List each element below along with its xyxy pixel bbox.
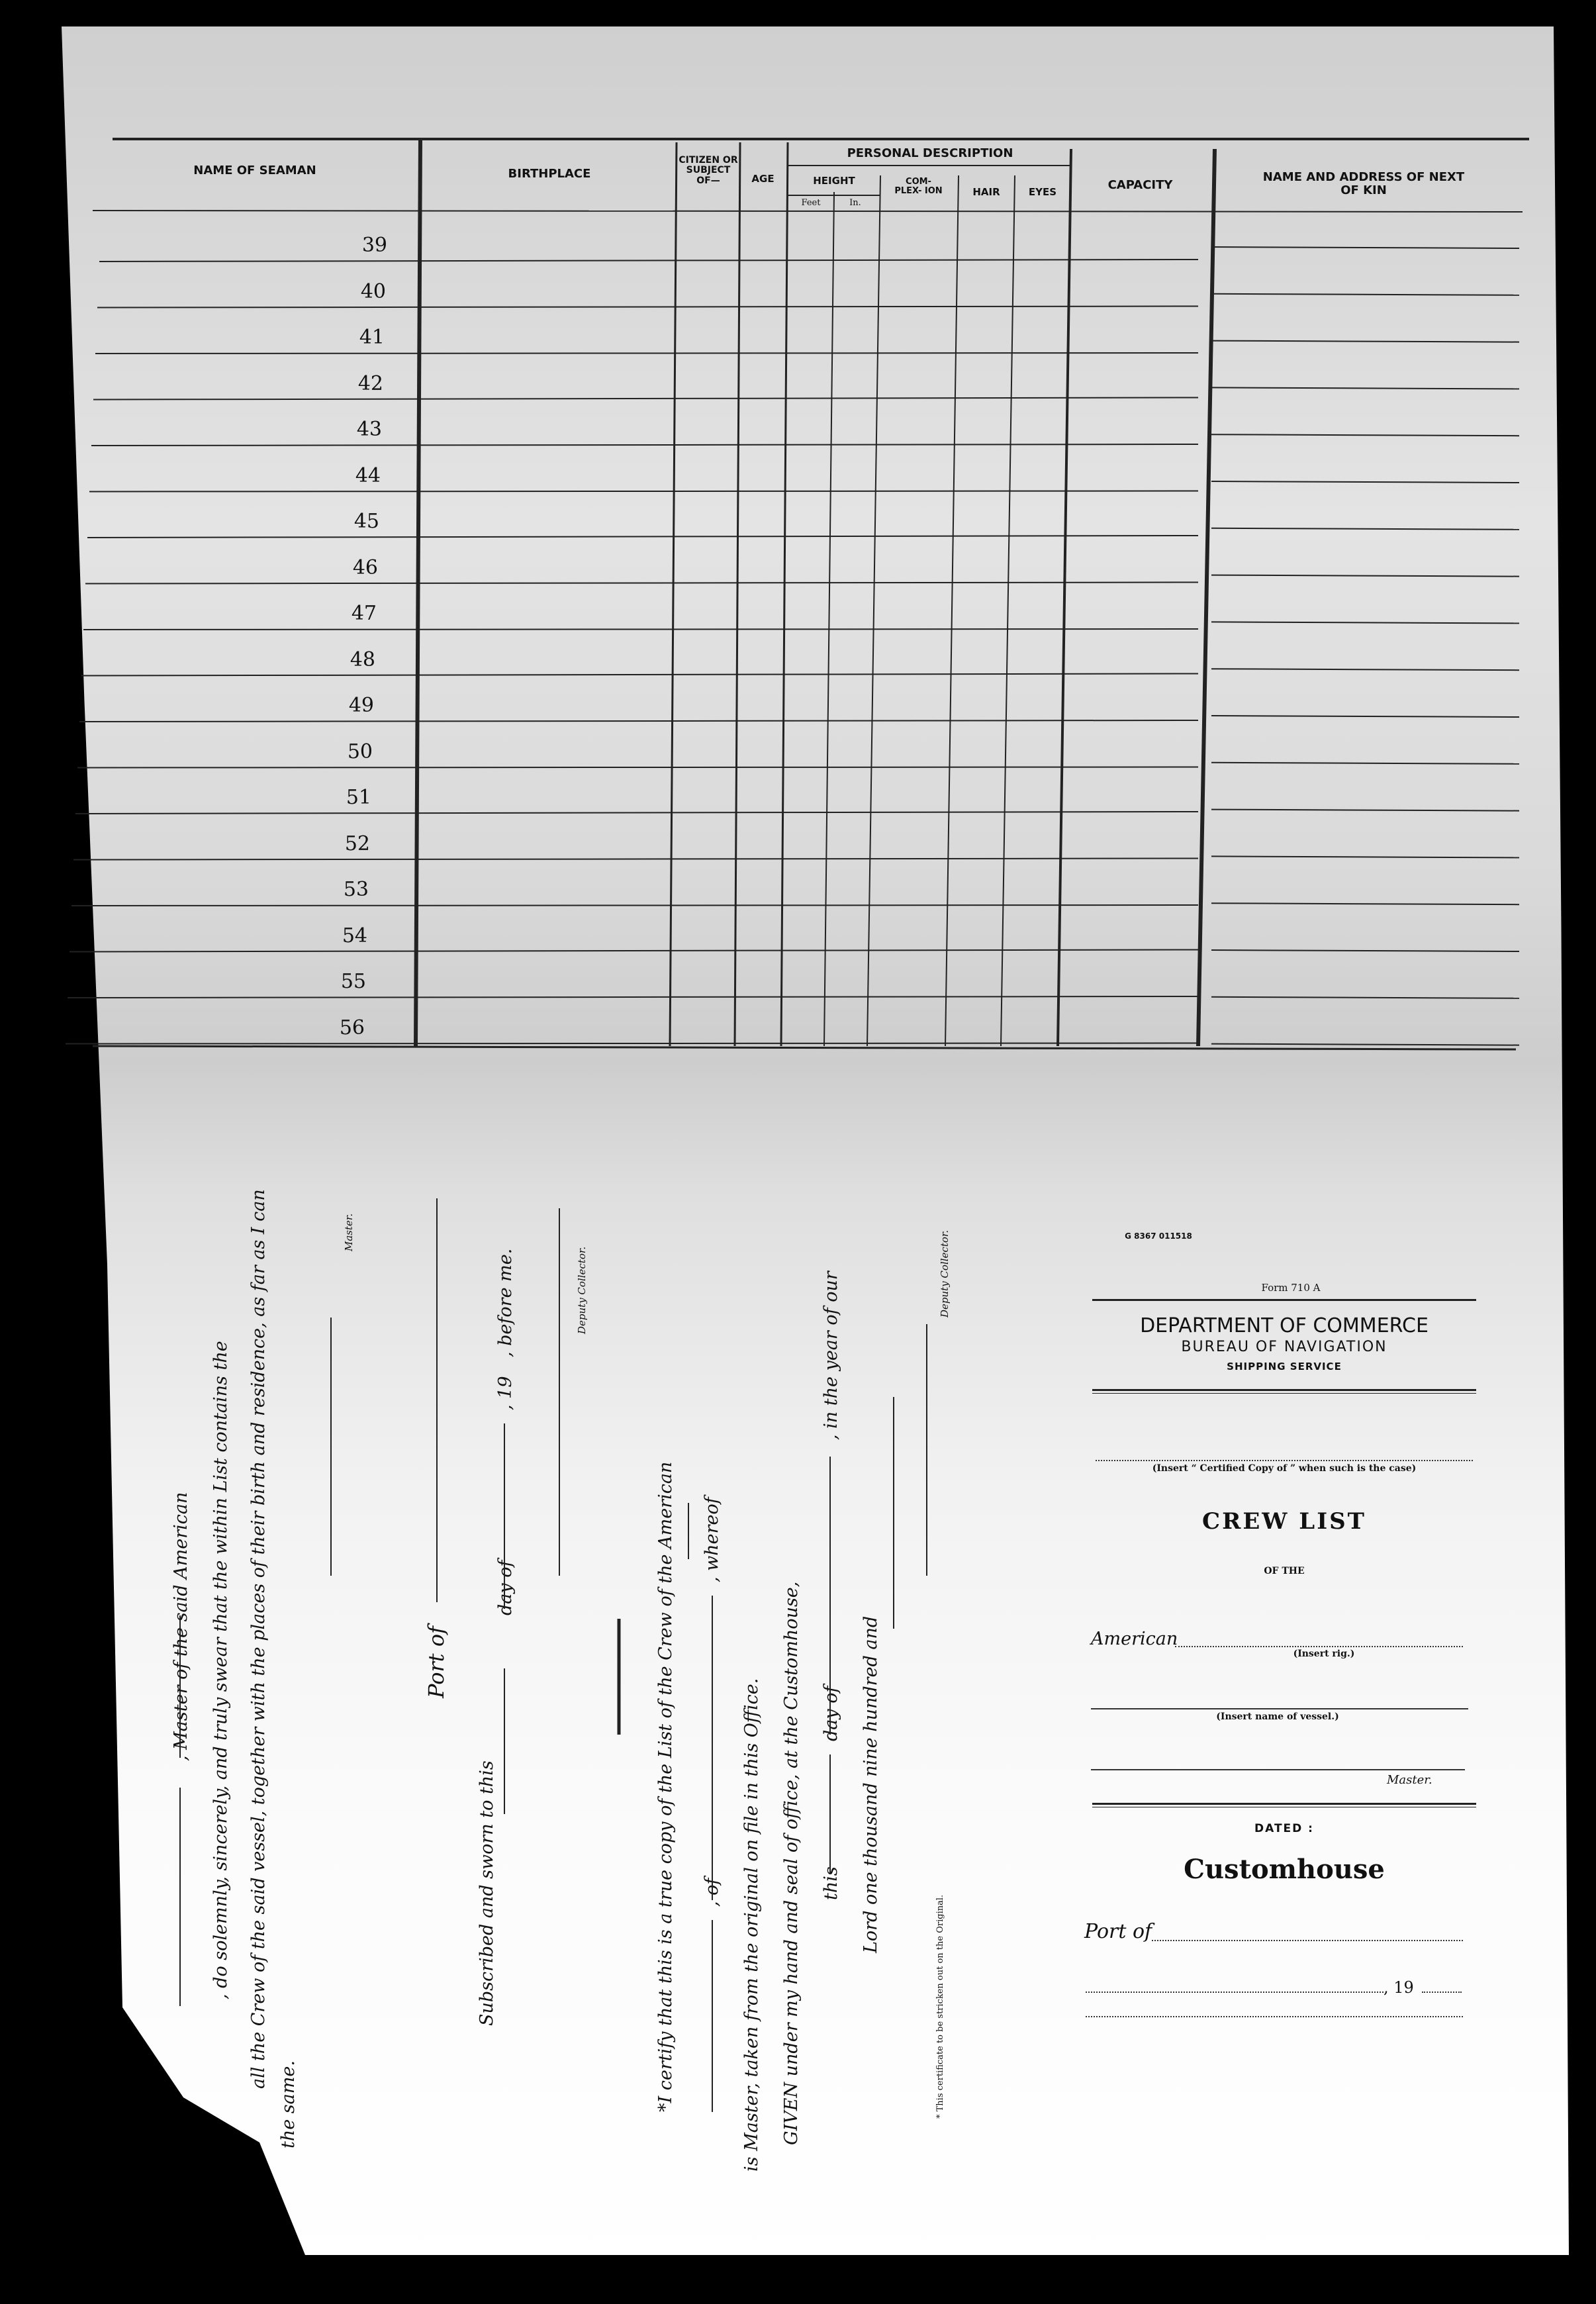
rule-mid-panel-2 (1092, 1393, 1476, 1394)
dated-label: DATED : (1254, 1822, 1314, 1835)
oath-line-1: , Master of the said American (171, 1492, 191, 1761)
before-me-label: , before me. (495, 1248, 516, 1357)
year-line-cover (1422, 1992, 1462, 1993)
of-the-label: OF THE (1264, 1566, 1305, 1576)
row-number: 48 (350, 648, 375, 671)
certified-copy-line (1096, 1460, 1473, 1461)
row-number: 52 (344, 832, 370, 855)
header-complexion: COM- PLEX- ION (894, 177, 943, 197)
row-number: 53 (343, 878, 369, 901)
year-19-label: , 19 (495, 1376, 516, 1410)
given-text: GIVEN under my hand and seal of office, at the Customhouse, (781, 1581, 802, 2145)
header-feet: Feet (801, 198, 821, 208)
insert-vessel-label: (Insert name of vessel.) (1216, 1711, 1339, 1722)
oath-line-3: all the Crew of the said vessel, together with the places of their birth and residence, as far as I can (248, 1189, 269, 2089)
insert-certified-note: (Insert “ Certified Copy of ” when such is the case) (1152, 1463, 1417, 1474)
row-number: 49 (348, 694, 374, 717)
rig-line (1175, 1646, 1463, 1647)
this-label: this (821, 1866, 841, 1900)
lord-text: Lord one thousand nine hundred and (861, 1615, 881, 1953)
oath-line-4: the same. (278, 2060, 299, 2148)
service-title: SHIPPING SERVICE (1227, 1361, 1342, 1372)
deputy-collector-label-2: Deputy Collector. (939, 1229, 951, 1318)
header-next-of-kin: NAME AND ADDRESS OF NEXT OF KIN (1262, 170, 1465, 197)
header-name: NAME OF SEAMAN (193, 164, 316, 177)
row-number: 39 (361, 234, 387, 257)
rule-mid-panel (1092, 1389, 1476, 1391)
row-number: 46 (352, 555, 378, 579)
header-height: HEIGHT (813, 175, 855, 187)
in-year-of-our-label: , in the year of our (821, 1271, 841, 1440)
certify-text: *I certify that this is a true copy of the List of the Crew of the American (655, 1461, 676, 2112)
day-of-label-2: day of (821, 1686, 841, 1741)
master-line (1091, 1769, 1465, 1770)
deputy-collector-label-1: Deputy Collector. (576, 1246, 588, 1334)
row-number: 50 (347, 740, 373, 763)
is-master-text: is Master, taken from the original on file in this Office. (741, 1678, 762, 2172)
whereof-label: , whereof (702, 1497, 722, 1582)
port-of-label: Port of (424, 1626, 449, 1698)
row-number: 55 (340, 970, 366, 993)
rule-top-panel (1092, 1299, 1476, 1301)
row-number: 40 (360, 279, 386, 303)
date-line-cover (1086, 1992, 1384, 1993)
department-title: DEPARTMENT OF COMMERCE (1140, 1314, 1429, 1337)
row-number: 54 (342, 924, 367, 947)
crew-list-title: CREW LIST (1202, 1508, 1366, 1535)
year-19-cover: , 19 (1384, 1978, 1414, 1997)
certificate-footnote: * This certificate to be stricken out on the Original. (935, 1894, 945, 2119)
vessel-line (1091, 1708, 1468, 1709)
port-of-label-cover: Port of (1084, 1920, 1152, 1943)
form-number: Form 710 A (1261, 1282, 1321, 1294)
header-capacity: CAPACITY (1107, 178, 1173, 192)
header-citizen: CITIZEN OR SUBJECT OF— (679, 155, 738, 186)
port-line-cover (1152, 1940, 1463, 1941)
header-personal-description: PERSONAL DESCRIPTION (847, 146, 1013, 160)
header-inches: In. (849, 198, 861, 208)
row-number: 45 (353, 510, 379, 533)
row-number: 47 (351, 602, 377, 625)
header-hair: HAIR (972, 186, 1000, 198)
print-code: G 8367 011518 (1125, 1231, 1192, 1241)
customhouse-title: Customhouse (1184, 1854, 1385, 1885)
row-number: 41 (359, 326, 385, 349)
day-of-label: day of (495, 1560, 516, 1615)
header-age: AGE (751, 173, 775, 185)
of-label: , of (702, 1878, 722, 1907)
subscribed-sworn-text: Subscribed and sworn to this (477, 1760, 497, 2026)
row-number: 43 (356, 418, 382, 441)
bureau-title: BUREAU OF NAVIGATION (1181, 1339, 1387, 1355)
header-birthplace: BIRTHPLACE (508, 167, 591, 181)
master-label: Master. (1387, 1773, 1432, 1787)
row-number: 51 (346, 786, 371, 809)
american-label: American (1091, 1629, 1178, 1649)
header-eyes: EYES (1028, 186, 1057, 198)
row-number: 56 (339, 1016, 365, 1039)
oath-line-2: , do solemnly, sincerely, and truly swear that the within List contains the (211, 1341, 231, 1999)
master-signature-label: Master. (343, 1213, 355, 1251)
rule-bottom-panel (1086, 2016, 1463, 2017)
row-number: 42 (357, 371, 383, 395)
rule-dated-top (1092, 1803, 1476, 1805)
row-number: 44 (355, 463, 381, 487)
insert-rig-label: (Insert rig.) (1293, 1649, 1355, 1659)
